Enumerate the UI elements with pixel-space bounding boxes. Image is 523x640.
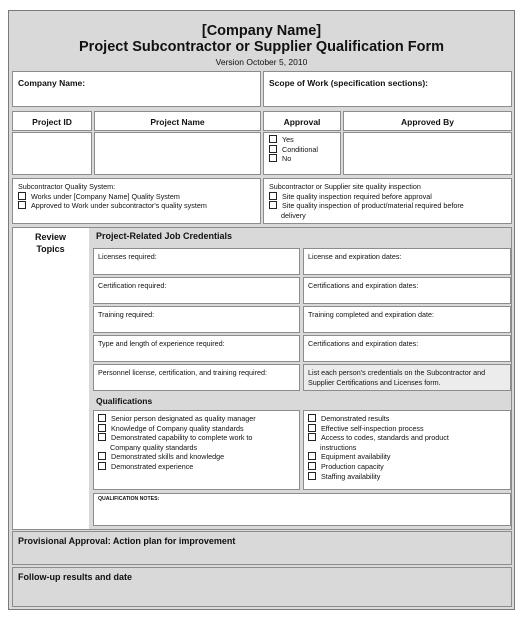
form-title: Project Subcontractor or Supplier Qualification Form	[79, 39, 444, 55]
scope-of-work-label: Scope of Work (specification sections):	[269, 78, 429, 88]
checkbox-icon[interactable]	[98, 462, 106, 470]
qual-item[interactable]	[98, 462, 299, 472]
quality-system-option-1[interactable]	[18, 192, 260, 202]
qual-item[interactable]	[98, 414, 299, 424]
experience-certifications-field[interactable]	[303, 335, 511, 362]
followup-label: Follow-up results and date	[18, 572, 133, 582]
qual-item-label: Demonstrated experience	[111, 461, 194, 471]
approval-conditional-option[interactable]	[269, 145, 340, 155]
training-completed-field[interactable]	[303, 306, 511, 333]
licenses-required-field[interactable]	[93, 248, 300, 275]
site-inspection-box	[263, 178, 512, 224]
project-id-header-label: Project ID	[32, 117, 72, 127]
checkbox-icon[interactable]	[269, 201, 277, 209]
checkbox-icon[interactable]	[308, 472, 316, 480]
checkbox-icon[interactable]	[18, 192, 26, 200]
project-name-header	[94, 111, 261, 131]
checkbox-icon[interactable]	[308, 452, 316, 460]
quality-system-option-2[interactable]	[18, 201, 260, 211]
approved-by-field[interactable]	[343, 132, 512, 175]
qual-item-label: Senior person designated as quality manager	[111, 414, 256, 423]
qual-item-label: Staffing availability	[321, 471, 381, 481]
approval-yes-label: Yes	[282, 135, 294, 144]
checkbox-icon[interactable]	[308, 462, 316, 470]
provisional-approval-section[interactable]	[12, 531, 512, 565]
project-name-header-label: Project Name	[150, 117, 205, 127]
qual-item-continued: instructions	[320, 442, 357, 452]
approval-yes-option[interactable]	[269, 135, 340, 145]
project-name-field[interactable]	[94, 132, 261, 175]
qual-item-label: Knowledge of Company quality standards	[111, 423, 244, 433]
training-required-label: Training required:	[98, 310, 155, 319]
qual-item[interactable]	[308, 452, 510, 462]
quality-system-option-label: Approved to Work under subcontractor's quality system	[31, 201, 207, 211]
approval-no-label: No	[282, 154, 292, 164]
qualification-notes-field[interactable]	[93, 493, 511, 526]
form-version: Version October 5, 2010	[215, 57, 308, 67]
checkbox-icon[interactable]	[308, 433, 316, 441]
site-inspection-option-continued: delivery	[281, 210, 306, 220]
checkbox-icon[interactable]	[98, 452, 106, 460]
site-inspection-option-label: Site quality inspection required before approval	[282, 191, 432, 201]
experience-certifications-label: Certifications and expiration dates:	[308, 339, 419, 348]
project-id-header	[12, 111, 92, 131]
credentials-note-line-1: List each person's credentials on the Subcontractor and	[308, 368, 486, 377]
quality-system-box	[12, 178, 261, 224]
approval-options	[263, 132, 341, 175]
credentials-title: Project-Related Job Credentials	[96, 231, 233, 241]
checkbox-icon[interactable]	[269, 135, 277, 143]
qualifications-left-list	[93, 410, 300, 490]
personnel-credentials-field[interactable]	[93, 364, 300, 391]
checkbox-icon[interactable]	[18, 201, 26, 209]
site-inspection-option-label: Site quality inspection of product/material required before	[282, 201, 464, 211]
approval-header-label: Approval	[283, 117, 321, 127]
form-header	[9, 11, 514, 69]
qual-item[interactable]	[98, 433, 299, 443]
qual-item-label: Effective self-inspection process	[321, 423, 424, 433]
qual-item-label: Equipment availability	[321, 452, 391, 462]
licenses-required-label: Licenses required:	[98, 252, 157, 261]
qualifications-right-list	[303, 410, 511, 490]
company-name-label: Company Name:	[18, 78, 86, 88]
company-name-title: [Company Name]	[201, 23, 322, 39]
review-topics-column	[13, 228, 88, 529]
training-completed-label: Training completed and expiration date:	[308, 310, 434, 319]
qual-item[interactable]	[308, 472, 510, 482]
site-inspection-option-2[interactable]	[269, 201, 511, 211]
qual-item[interactable]	[308, 414, 510, 424]
qual-item-label: Access to codes, standards and product	[321, 433, 449, 443]
checkbox-icon[interactable]	[98, 433, 106, 441]
credentials-note-line-2: Supplier Certifications and Licenses form.	[308, 377, 441, 387]
license-dates-field[interactable]	[303, 248, 511, 275]
followup-section[interactable]	[12, 567, 512, 607]
site-inspection-option-1[interactable]	[269, 192, 511, 202]
qualification-notes-label: QUALIFICATION NOTES:	[98, 496, 160, 502]
certification-dates-label: Certifications and expiration dates:	[308, 281, 419, 290]
checkbox-icon[interactable]	[98, 424, 106, 432]
certification-required-label: Certification required:	[98, 281, 167, 290]
qual-item[interactable]	[98, 452, 299, 462]
experience-required-label: Type and length of experience required:	[98, 339, 225, 348]
checkbox-icon[interactable]	[269, 154, 277, 162]
site-inspection-title: Subcontractor or Supplier site quality inspection	[269, 182, 421, 191]
approval-header	[263, 111, 341, 131]
checkbox-icon[interactable]	[269, 192, 277, 200]
provisional-approval-label: Provisional Approval: Action plan for improvement	[18, 536, 236, 546]
qual-item-label: Demonstrated skills and knowledge	[111, 452, 225, 462]
approved-by-header	[343, 111, 512, 131]
approved-by-header-label: Approved By	[401, 117, 454, 127]
experience-required-field[interactable]	[93, 335, 300, 362]
certification-dates-field[interactable]	[303, 277, 511, 304]
certification-required-field[interactable]	[93, 277, 300, 304]
quality-system-option-label: Works under [Company Name] Quality System	[31, 191, 180, 201]
training-required-field[interactable]	[93, 306, 300, 333]
checkbox-icon[interactable]	[308, 414, 316, 422]
personnel-credentials-label: Personnel license, certification, and training required:	[98, 368, 268, 377]
qualifications-title: Qualifications	[96, 396, 153, 406]
project-id-field[interactable]	[12, 132, 92, 175]
qual-item[interactable]	[308, 433, 510, 443]
qual-item-label: Demonstrated results	[321, 414, 390, 423]
checkbox-icon[interactable]	[98, 414, 106, 422]
approval-conditional-label: Conditional	[282, 144, 318, 154]
scope-of-work-field[interactable]	[263, 71, 512, 107]
company-name-field[interactable]	[12, 71, 261, 107]
qual-item[interactable]	[98, 424, 299, 434]
approval-no-option[interactable]	[269, 154, 340, 164]
qual-item-continued: Company quality standards	[110, 442, 198, 452]
review-topics-label-2: Topics	[36, 244, 65, 254]
personnel-credentials-note	[303, 364, 511, 391]
qual-item[interactable]	[308, 462, 510, 472]
checkbox-icon[interactable]	[269, 145, 277, 153]
review-topics-label: Review	[34, 232, 67, 242]
license-dates-label: License and expiration dates:	[308, 252, 402, 261]
quality-system-title: Subcontractor Quality System:	[18, 182, 116, 191]
qual-item-label: Demonstrated capability to complete work to	[111, 433, 253, 443]
checkbox-icon[interactable]	[308, 424, 316, 432]
qual-item[interactable]	[308, 424, 510, 434]
qual-item-label: Production capacity	[321, 461, 384, 471]
